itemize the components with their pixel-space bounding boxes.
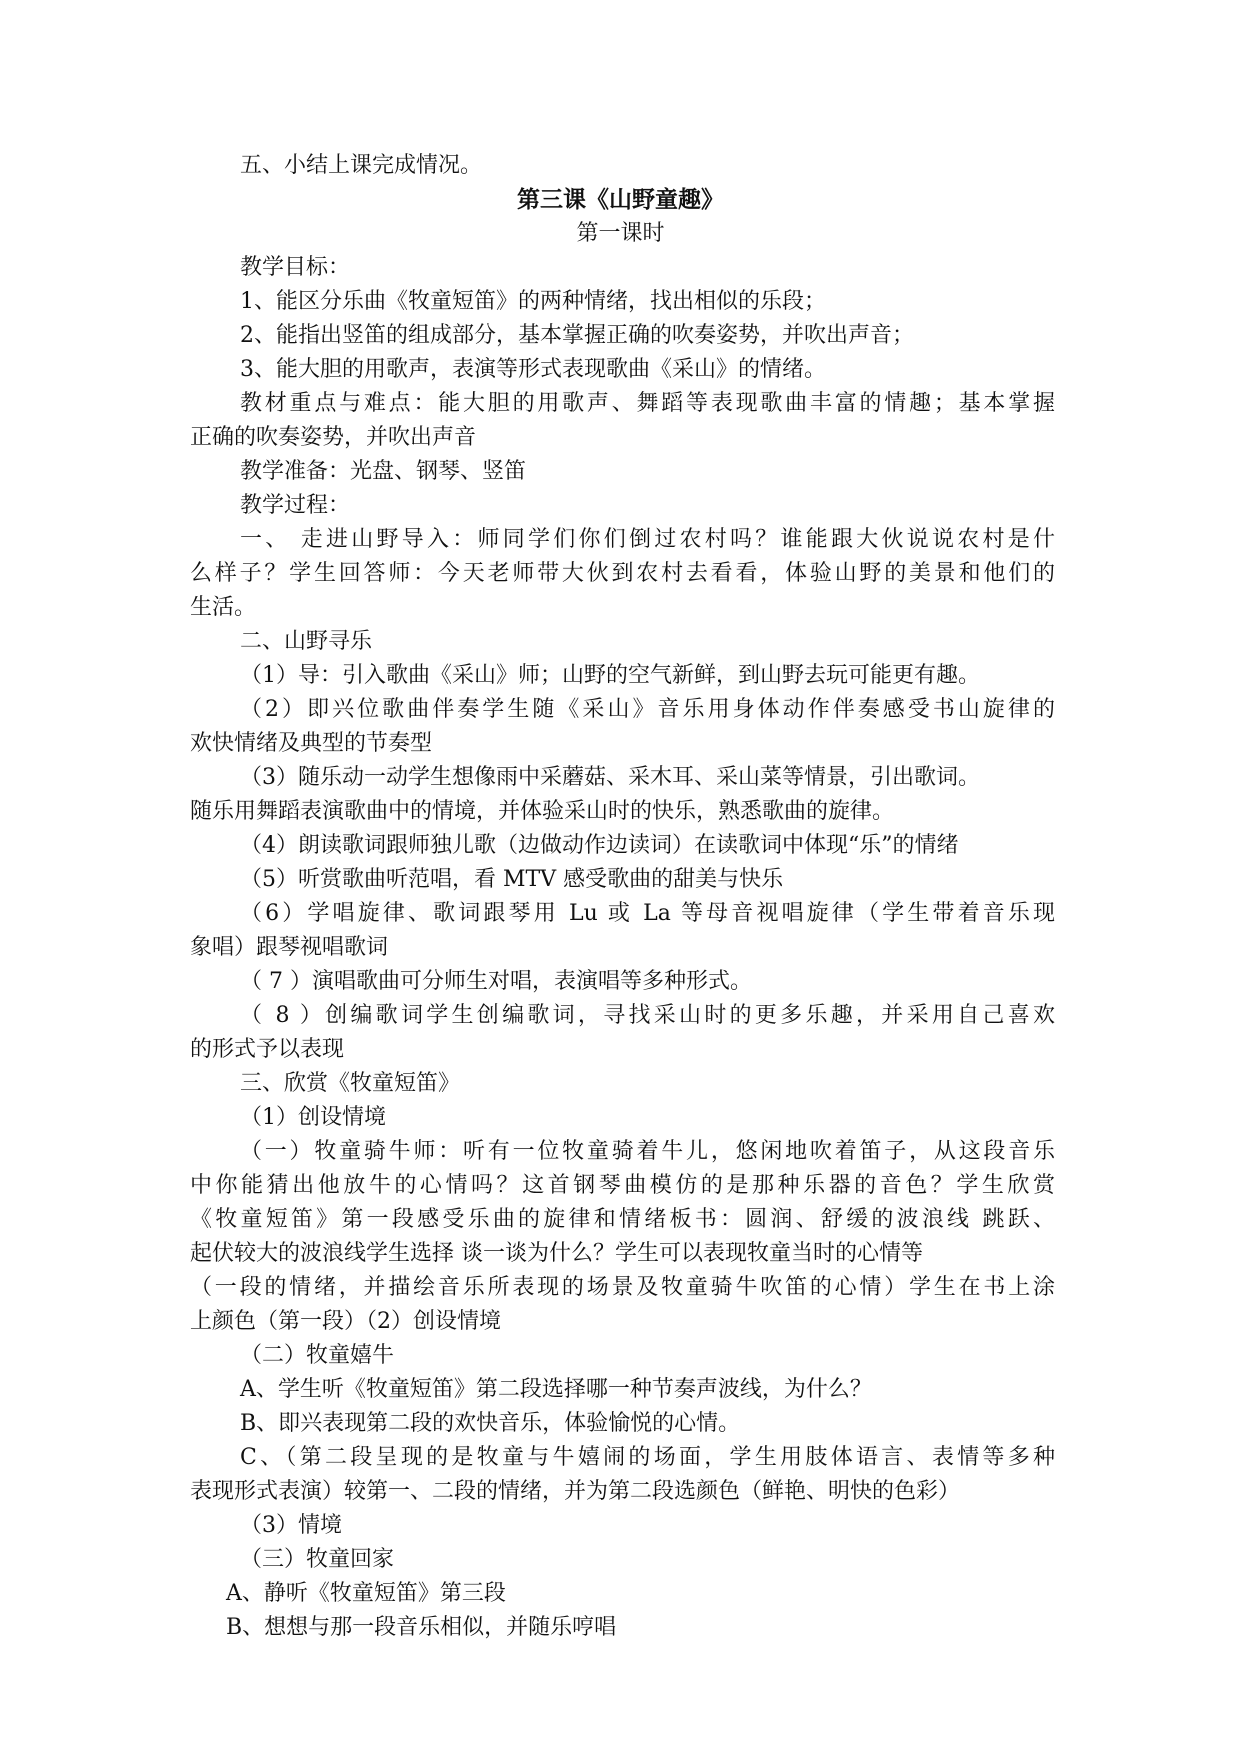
text-line: 中你能猜出他放牛的心情吗？这首钢琴曲模仿的是那种乐器的音色？学生欣赏 bbox=[190, 1173, 1055, 1198]
text-line: 正确的吹奏姿势，并吹出声音 bbox=[190, 425, 477, 450]
text-line: 随乐用舞蹈表演歌曲中的情境，并体验采山时的快乐，熟悉歌曲的旋律。 bbox=[190, 799, 895, 824]
text-line: （一段的情绪，并描绘音乐所表现的场景及牧童骑牛吹笛的心情）学生在书上涂 bbox=[190, 1275, 1055, 1300]
text-line: （3）随乐动一动学生想像雨中采蘑菇、采木耳、采山菜等情景，引出歌词。 bbox=[240, 765, 980, 790]
section-heading: 教学目标： bbox=[240, 255, 351, 280]
text-line: B、想想与那一段音乐相似，并随乐哼唱 bbox=[226, 1615, 617, 1640]
text-line: 《牧童短笛》第一段感受乐曲的旋律和情绪板书：圆润、舒缓的波浪线 跳跃、 bbox=[190, 1207, 1055, 1232]
text-line: 欢快情绪及典型的节奏型 bbox=[190, 731, 433, 756]
text-line: （1）创设情境 bbox=[240, 1105, 386, 1130]
text-line: （一）牧童骑牛师：听有一位牧童骑着牛儿，悠闲地吹着笛子，从这段音乐 bbox=[240, 1139, 1055, 1164]
text-line: （ 7 ）演唱歌曲可分师生对唱，表演唱等多种形式。 bbox=[240, 969, 752, 994]
text-line: 教学准备：光盘、钢琴、竖笛 bbox=[240, 459, 527, 484]
text-line: 教材重点与难点：能大胆的用歌声、舞蹈等表现歌曲丰富的情趣；基本掌握 bbox=[240, 391, 1055, 416]
text-line: 二、山野寻乐 bbox=[240, 629, 373, 654]
text-line: （1）导：引入歌曲《采山》师；山野的空气新鲜，到山野去玩可能更有趣。 bbox=[240, 663, 980, 688]
text-line: （5）听赏歌曲听范唱，看 MTV 感受歌曲的甜美与快乐 bbox=[240, 867, 784, 892]
text-line: 3、能大胆的用歌声，表演等形式表现歌曲《采山》的情绪。 bbox=[240, 357, 826, 382]
text-line: 生活。 bbox=[190, 595, 257, 620]
text-line: A、静听《牧童短笛》第三段 bbox=[226, 1581, 506, 1606]
text-line: B、即兴表现第二段的欢快音乐，体验愉悦的心情。 bbox=[240, 1411, 741, 1436]
text-line: （ 8 ）创编歌词学生创编歌词，寻找采山时的更多乐趣，并采用自己喜欢 bbox=[240, 1003, 1055, 1028]
text-line: 象唱）跟琴视唱歌词 bbox=[190, 935, 389, 960]
lesson-subtitle: 第一课时 bbox=[576, 221, 665, 246]
text-line: A、学生听《牧童短笛》第二段选择哪一种节奏声波线，为什么？ bbox=[240, 1377, 872, 1402]
text-line: 上颜色（第一段）（2）创设情境 bbox=[190, 1309, 501, 1334]
text-line: （二）牧童嬉牛 bbox=[240, 1343, 395, 1368]
text-line: 1、能区分乐曲《牧童短笛》的两种情绪，找出相似的乐段； bbox=[240, 289, 826, 314]
text-line: 2、能指出竖笛的组成部分，基本掌握正确的吹奏姿势，并吹出声音； bbox=[240, 323, 914, 348]
text-line: 的形式予以表现 bbox=[190, 1037, 345, 1062]
text-line: 一、 走进山野导入：师同学们你们倒过农村吗？谁能跟大伙说说农村是什 bbox=[240, 527, 1055, 552]
lesson-title: 第三课《山野童趣》 bbox=[517, 186, 724, 213]
text-line: （三）牧童回家 bbox=[240, 1547, 395, 1572]
text-line: （2）即兴位歌曲伴奏学生随《采山》音乐用身体动作伴奏感受书山旋律的 bbox=[240, 697, 1055, 722]
text-line: （6）学唱旋律、歌词跟琴用 Lu 或 La 等母音视唱旋律（学生带着音乐现 bbox=[240, 901, 1055, 926]
summary-line: 五、小结上课完成情况。 bbox=[240, 153, 483, 178]
section-heading: 教学过程： bbox=[240, 493, 351, 518]
text-line: 么样子？学生回答师：今天老师带大伙到农村去看看，体验山野的美景和他们的 bbox=[190, 561, 1055, 586]
section-heading: 三、欣赏《牧童短笛》 bbox=[240, 1071, 461, 1096]
text-line: （3）情境 bbox=[240, 1513, 342, 1538]
text-line: 起伏较大的波浪线学生选择 谈一谈为什么？学生可以表现牧童当时的心情等 bbox=[190, 1241, 923, 1266]
text-line: C、（第二段呈现的是牧童与牛嬉闹的场面，学生用肢体语言、表情等多种 bbox=[240, 1445, 1055, 1470]
text-line: 表现形式表演）较第一、二段的情绪，并为第二段选颜色（鲜艳、明快的色彩） bbox=[190, 1479, 961, 1504]
text-line: （4）朗读歌词跟师独儿歌（边做动作边读词）在读歌词中体现“乐”的情绪 bbox=[240, 833, 959, 858]
